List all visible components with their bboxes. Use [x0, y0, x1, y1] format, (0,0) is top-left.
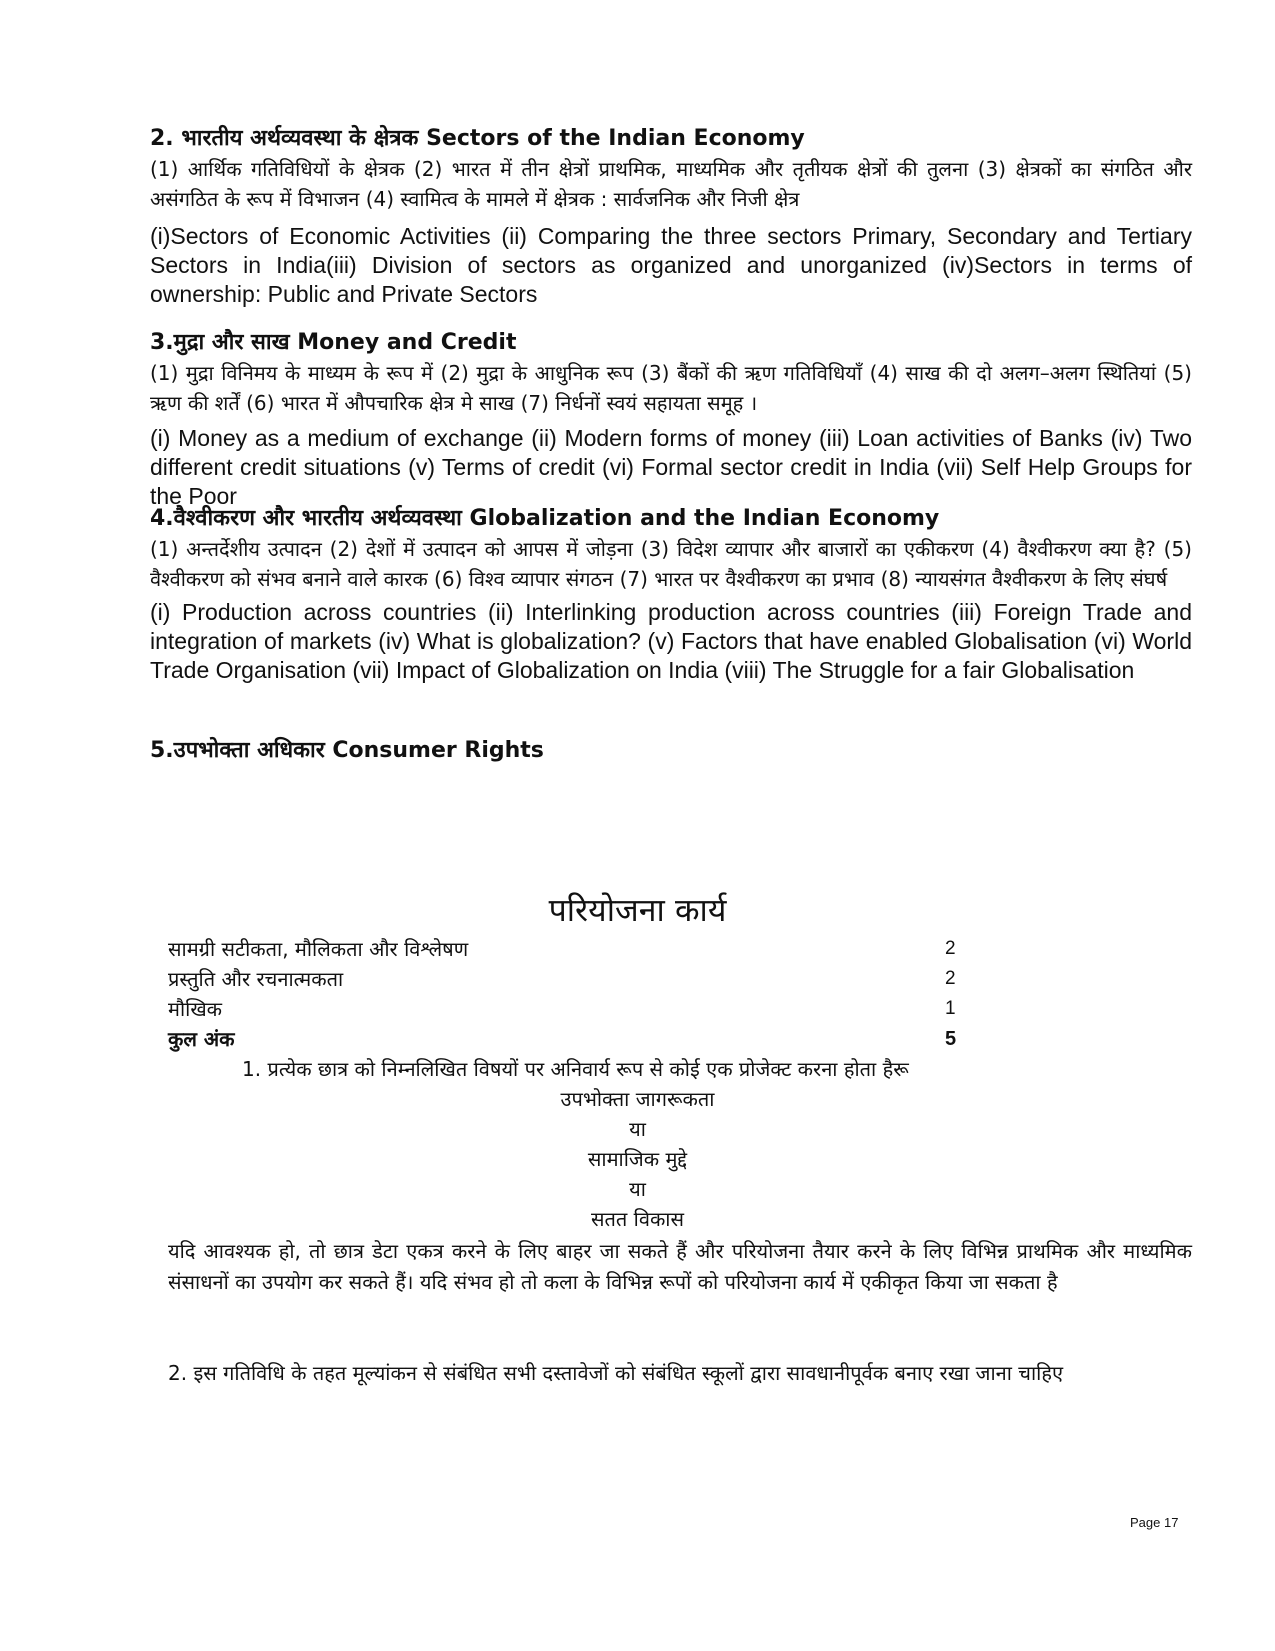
marks-value: 1	[945, 998, 956, 1019]
page-number: Page 17	[1130, 1515, 1179, 1530]
marks-row	[168, 994, 968, 1024]
project-note: 2. इस गतिविधि के तहत मूल्यांकन से संबंधित सभी दस्तावेजों को संबंधित स्कूलों द्वारा सावधानीपूर्वक बनाए रखा जाना चाहिए	[168, 1361, 1064, 1385]
marks-label: सामग्री सटीकता, मौलिकता और विश्लेषण	[168, 937, 469, 961]
section-heading: 3.मुद्रा और साख Money and Credit	[150, 330, 517, 355]
topic-item: सामाजिक मुद्दे	[587, 1147, 688, 1171]
section-heading: 4.वैश्वीकरण और भारतीय अर्थव्यवस्था Globalization and the Indian Economy	[150, 506, 940, 531]
project-title: परियोजना कार्य	[548, 891, 727, 929]
marks-row	[168, 934, 968, 964]
section-english-text: (i) Money as a medium of exchange (ii) Modern forms of money (iii) Loan activities of Banks (iv) Two different credit situations (v) Terms of credit (vi) Formal sector credit in India (vii) Self Help Groups for the Poor	[150, 425, 1192, 509]
topic-item: सतत विकास	[590, 1207, 685, 1231]
marks-value: 2	[945, 938, 956, 959]
section-sectors	[150, 124, 1192, 309]
section-hindi-text: (1) मुद्रा विनिमय के माध्यम के रूप में (2) मुद्रा के आधुनिक रूप (3) बैंकों की ऋण गतिविधियाँ (4) साख की दो अलग–अलग स्थितियां (5) ऋण की शर्तें (6) भारत में औपचारिक क्षेत्र मे साख (7) निर्धनों स्वयं सहायता समूह ।	[150, 361, 1192, 415]
section-heading: 5.उपभोक्ता अधिकार Consumer Rights	[150, 738, 544, 763]
marks-table	[168, 934, 968, 1054]
project-instruction: 1. प्रत्येक छात्र को निम्नलिखित विषयों पर अनिवार्य रूप से कोई एक प्रोजेक्ट करना होता हैरू	[242, 1057, 909, 1081]
project-paragraph: यदि आवश्यक हो, तो छात्र डेटा एकत्र करने के लिए बाहर जा सकते हैं और परियोजना तैयार करने के लिए विभिन्न प्राथमिक और माध्यमिक संसाधनों का उपयोग कर सकते हैं। यदि संभव हो तो कला के विभिन्न रूपों को परियोजना कार्य में एकीकृत किया जा सकता है	[168, 1239, 1192, 1294]
marks-label: प्रस्तुति और रचनात्मकता	[168, 967, 344, 991]
section-english-text: (i) Production across countries (ii) Interlinking production across countries (iii) Foreign Trade and integration of markets (iv) What is globalization? (v) Factors that have enabled Globalisation (vi) World Trade Organisation (vii) Impact of Globalization on India (viii) The Struggle for a fair Globalisation	[150, 599, 1192, 683]
section-hindi-text: (1) अन्तर्देशीय उत्पादन (2) देशों में उत्पादन को आपस में जोड़ना (3) विदेश व्यापार और बाजारों का एकीकरण (4) वैश्वीकरण क्या है? (5) वैश्वीकरण को संभव बनाने वाले कारक (6) विश्व व्यापार संगठन (7) भारत पर वैश्वीकरण का प्रभाव (8) न्यायसंगत वैश्वीकरण के लिए संघर्ष	[150, 537, 1192, 591]
marks-total-label: कुल अंक	[168, 1027, 235, 1051]
marks-value: 2	[945, 968, 956, 989]
topic-separator: या	[629, 1177, 646, 1201]
section-globalization	[150, 504, 1192, 685]
topic-separator: या	[629, 1117, 646, 1141]
section-heading: 2. भारतीय अर्थव्यवस्था के क्षेत्रक Sectors of the Indian Economy	[150, 126, 805, 151]
marks-row	[168, 964, 968, 994]
marks-label: मौखिक	[168, 997, 223, 1021]
marks-total-value: 5	[945, 1028, 957, 1050]
project-topic-list	[0, 1084, 1275, 1234]
topic-item: उपभोक्ता जागरूकता	[560, 1087, 715, 1111]
section-hindi-text: (1) आर्थिक गतिविधियों के क्षेत्रक (2) भारत में तीन क्षेत्रों प्राथमिक, माध्यमिक और तृतीयक क्षेत्रों की तुलना (3) क्षेत्रकों का संगठित और असंगठित के रूप में विभाजन (4) स्वामित्व के मामले में क्षेत्रक : सार्वजनिक और निजी क्षेत्र	[150, 157, 1192, 211]
marks-total-row	[168, 1024, 968, 1054]
section-money-credit	[150, 328, 1192, 511]
section-consumer-rights	[150, 736, 1192, 766]
section-english-text: (i)Sectors of Economic Activities (ii) Comparing the three sectors Primary, Secondary and Tertiary Sectors in India(iii) Division of sectors as organized and unorganized (iv)Sectors in terms of ownership: Public and Private Sectors	[150, 223, 1192, 307]
